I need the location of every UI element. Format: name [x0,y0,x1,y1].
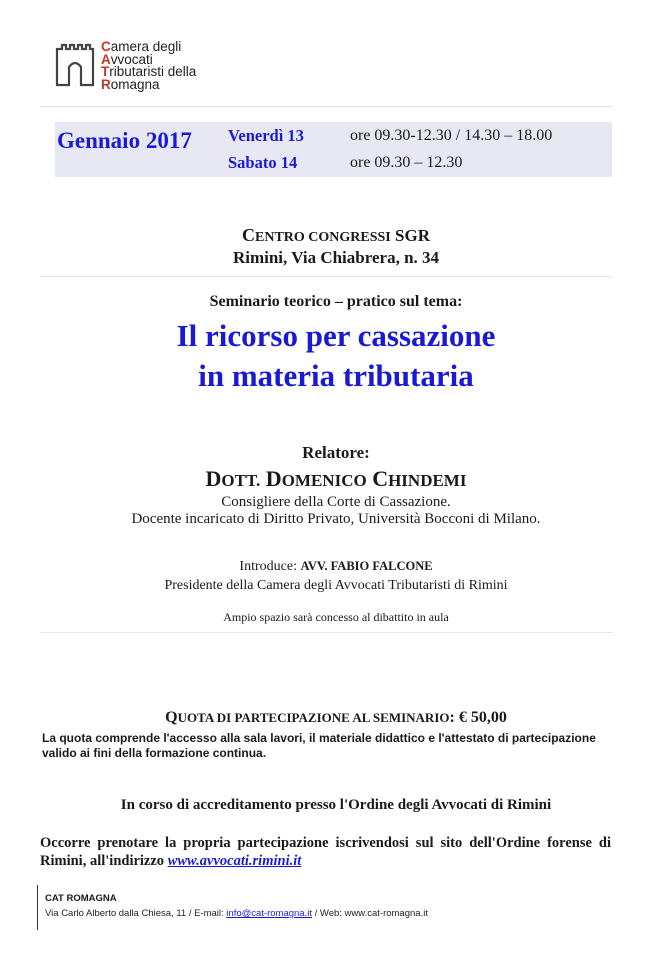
event-hours-2: ore 09.30 – 12.30 [350,154,463,171]
divider [40,276,612,277]
accreditation-note: In corso di accreditamento presso l'Ordine degli Avvocati di Rimini [120,797,552,813]
footer-organization: CAT ROMAGNA [45,893,117,904]
organization-logo-text: Camera degli Avvocati Tributaristi della Romagna [101,39,197,92]
footer-contacts: Via Carlo Alberto dalla Chiesa, 11 / E-mail: info@cat-romagna.it / Web: www.cat-romagna.it [45,908,428,919]
footer-rule [37,885,38,930]
speaker-name: DOTT. DOMENICO CHINDEMI [205,466,467,491]
fee-description: La quota comprende l'accesso alla sala lavori, il materiale didattico e l'attestato di partecipazione valido ai fini della formazione continua. [42,731,596,760]
email-link[interactable]: info@cat-romagna.it [226,908,312,919]
castle-tower-icon [55,41,95,87]
venue-address: Rimini, Via Chiabrera, n. 34 [232,248,440,267]
website-link[interactable]: www.avvocati.rimini.it [167,853,302,869]
event-hours-1: ore 09.30-12.30 / 14.30 – 18.00 [350,127,553,144]
introducer: Introduce: AVV. FABIO FALCONE [239,559,433,574]
seminar-title: Il ricorso per cassazione in materia tributaria [176,318,496,393]
event-day-2: Sabato 14 [228,153,298,172]
venue-name: CENTRO CONGRESSI SGR [242,225,430,245]
introducer-role: Presidente della Camera degli Avvocati Tributaristi di Rimini [164,578,508,593]
event-month: Gennaio 2017 [57,128,192,153]
event-day-1: Venerdì 13 [228,126,304,145]
seminar-intro: Seminario teorico – pratico sul tema: [209,293,463,310]
speaker-label: Relatore: [302,443,370,462]
booking-info: Occorre prenotare la propria partecipazione iscrivendosi sul sito dell'Ordine forense di Rimini, all'indirizzo www.avvocati.rimini.it [40,835,611,869]
divider [40,632,612,633]
speaker-role: Consigliere della Corte di Cassazione. [221,494,451,510]
divider [40,106,612,107]
participation-fee: QUOTA DI PARTECIPAZIONE AL SEMINARIO: € 50,00 [165,709,507,726]
debate-note: Ampio spazio sarà concesso al dibattito in aula [223,610,449,624]
speaker-affiliation: Docente incaricato di Diritto Privato, Università Bocconi di Milano. [131,511,541,527]
